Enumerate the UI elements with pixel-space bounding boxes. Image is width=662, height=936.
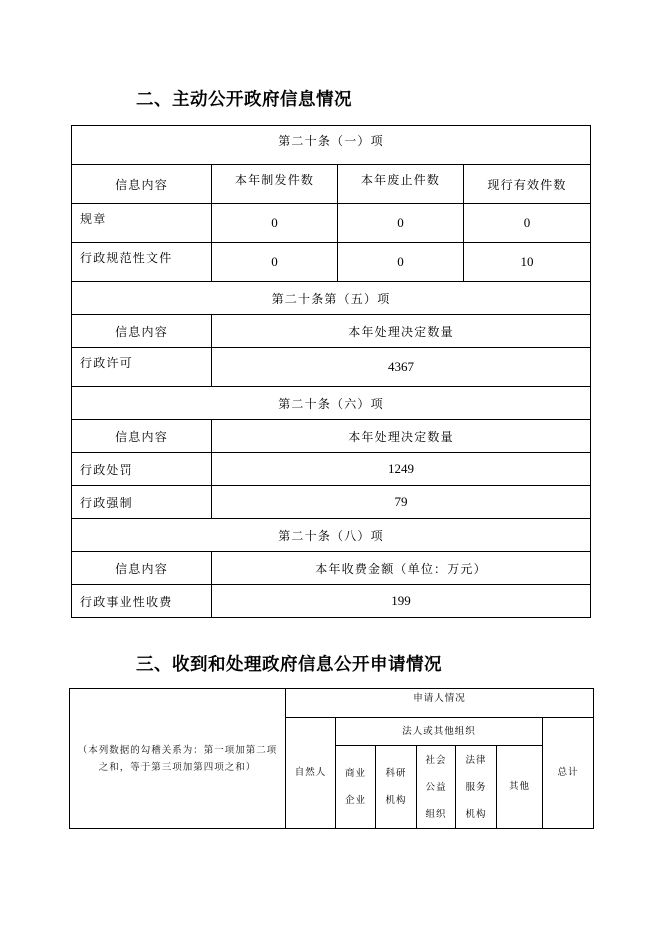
row-label: 行政许可 bbox=[72, 348, 212, 387]
table-cell: 0 bbox=[212, 243, 338, 282]
table-cell: 199 bbox=[212, 585, 591, 618]
table-row bbox=[72, 486, 591, 519]
cell-line: 科研 bbox=[385, 768, 407, 779]
table-row bbox=[72, 165, 591, 204]
row-label: 行政处罚 bbox=[72, 453, 212, 486]
natural-person-header: 自然人 bbox=[286, 718, 336, 829]
group-header: 第二十条（六）项 bbox=[72, 387, 591, 420]
column-header: 本年处理决定数量 bbox=[212, 315, 591, 348]
table-row bbox=[72, 348, 591, 387]
reconciliation-note: （本列数据的勾稽关系为：第一项加第二项之和，等于第三项加第四项之和） bbox=[70, 689, 286, 829]
column-header: 信息内容 bbox=[72, 420, 212, 453]
other-header: 其他 bbox=[497, 746, 543, 829]
column-header: 现行有效件数 bbox=[464, 165, 591, 204]
table-cell: 4367 bbox=[212, 348, 591, 387]
table-row bbox=[72, 204, 591, 243]
total-header: 总计 bbox=[543, 718, 594, 829]
cell-line: 机构 bbox=[465, 808, 487, 820]
column-header: 信息内容 bbox=[72, 315, 212, 348]
section-2-title: 二、主动公开政府信息情况 bbox=[136, 90, 352, 110]
cell-line: 法律 bbox=[465, 754, 487, 766]
table-cell: 79 bbox=[212, 486, 591, 519]
column-header: 本年制发件数 bbox=[212, 165, 338, 204]
applicant-header: 申请人情况 bbox=[286, 689, 594, 718]
research-header bbox=[376, 746, 417, 829]
table-row bbox=[72, 243, 591, 282]
table-cell: 0 bbox=[212, 204, 338, 243]
cell-line: 机构 bbox=[385, 795, 407, 806]
cell-line: 社会 bbox=[425, 754, 447, 766]
row-label: 行政规范性文件 bbox=[72, 243, 212, 282]
legal-entity-header: 法人或其他组织 bbox=[336, 718, 543, 746]
section-3-title: 三、收到和处理政府信息公开申请情况 bbox=[136, 655, 442, 675]
row-label: 行政事业性收费 bbox=[72, 585, 212, 618]
table-cell: 0 bbox=[338, 204, 464, 243]
column-header: 信息内容 bbox=[72, 552, 212, 585]
table-cell: 0 bbox=[464, 204, 591, 243]
table-row bbox=[72, 453, 591, 486]
row-label: 规章 bbox=[72, 204, 212, 243]
row-label: 行政强制 bbox=[72, 486, 212, 519]
social-header bbox=[417, 746, 456, 829]
table-row bbox=[72, 387, 591, 420]
cell-line: 商业 bbox=[344, 768, 366, 779]
table-row bbox=[70, 689, 594, 718]
table-row bbox=[72, 282, 591, 315]
table-row bbox=[72, 519, 591, 552]
cell-line: 组织 bbox=[425, 808, 447, 820]
table-row bbox=[72, 552, 591, 585]
table-row bbox=[72, 420, 591, 453]
table-cell: 1249 bbox=[212, 453, 591, 486]
cell-line: 企业 bbox=[344, 795, 366, 806]
column-header: 信息内容 bbox=[72, 165, 212, 204]
table-cell: 10 bbox=[464, 243, 591, 282]
column-header: 本年收费金额（单位：万元） bbox=[212, 552, 591, 585]
legal-service-header bbox=[456, 746, 497, 829]
table-row bbox=[72, 126, 591, 165]
table-row bbox=[72, 585, 591, 618]
group-header: 第二十条第（五）项 bbox=[72, 282, 591, 315]
business-header bbox=[336, 746, 376, 829]
proactive-disclosure-table bbox=[71, 125, 591, 618]
cell-line: 公益 bbox=[425, 781, 447, 793]
table-cell: 0 bbox=[338, 243, 464, 282]
application-table bbox=[69, 688, 594, 829]
group-header: 第二十条（八）项 bbox=[72, 519, 591, 552]
column-header: 本年处理决定数量 bbox=[212, 420, 591, 453]
cell-line: 服务 bbox=[465, 781, 487, 793]
table-row bbox=[72, 315, 591, 348]
column-header: 本年废止件数 bbox=[338, 165, 464, 204]
group-header: 第二十条（一）项 bbox=[72, 126, 591, 165]
